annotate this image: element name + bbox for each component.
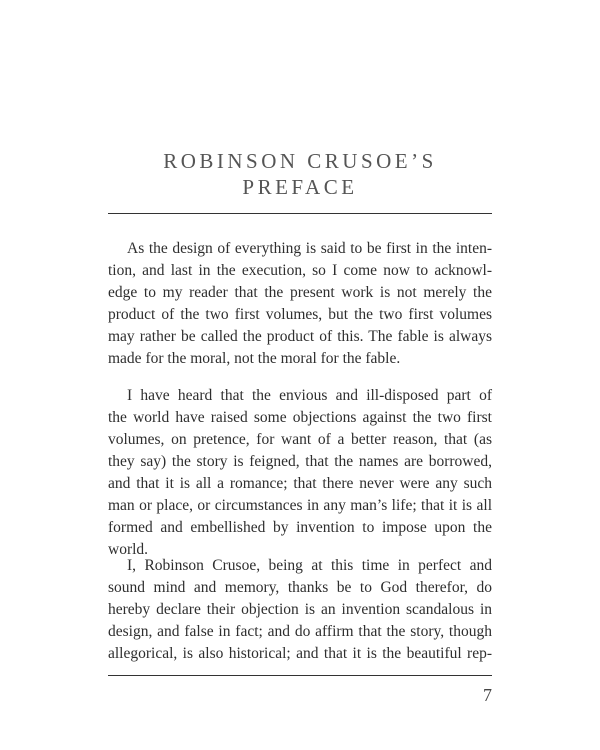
paragraph-2-line: they say) the story is feigned, that the names are borrowed,: [108, 453, 492, 470]
paragraph-1-line: edge to my reader that the present work is not merely the: [108, 284, 492, 301]
page-number: 7: [483, 685, 492, 705]
paragraph-3-line: I, Robinson Crusoe, being at this time in perfect and: [127, 557, 492, 574]
paragraph-3-line: hereby declare their objection is an invention scandalous in: [108, 601, 492, 618]
paragraph-3-line: sound mind and memory, thanks be to God therefor, do: [108, 579, 492, 596]
paragraph-1-line: may rather be called the product of this. The fable is always: [108, 328, 492, 345]
paragraph-3-line: design, and false in fact; and do affirm that the story, though: [108, 623, 492, 640]
paragraph-2-line: I have heard that the envious and ill-disposed part of: [127, 387, 492, 404]
paragraph-1-line: made for the moral, not the moral for the fable.: [108, 350, 401, 367]
paragraph-2-line: world.: [108, 541, 149, 558]
paragraph-2-line: the world have raised some objections against the two first: [108, 409, 492, 426]
paragraph-2-line: volumes, on pretence, for want of a better reason, that (as: [108, 431, 492, 448]
paragraph-1-line: tion, and last in the execution, so I come now to acknowl-: [108, 262, 492, 279]
paragraph-1-line: As the design of everything is said to be first in the inten-: [127, 240, 492, 257]
footer-divider: [108, 675, 492, 676]
chapter-title-line-2: PREFACE: [242, 175, 358, 199]
chapter-title-line-1: ROBINSON CRUSOE’S: [163, 149, 437, 173]
paragraph-3-line: allegorical, is also historical; and that it is the beautiful rep-: [108, 645, 492, 662]
paragraph-1-line: product of the two first volumes, but the two first volumes: [108, 306, 492, 323]
paragraph-2-line: man or place, or circumstances in any man’s life; that it is all: [108, 497, 492, 514]
paragraph-2-line: formed and embellished by invention to impose upon the: [108, 519, 492, 536]
paragraph-2-line: and that it is all a romance; that there never were any such: [108, 475, 492, 492]
title-divider: [108, 213, 492, 214]
